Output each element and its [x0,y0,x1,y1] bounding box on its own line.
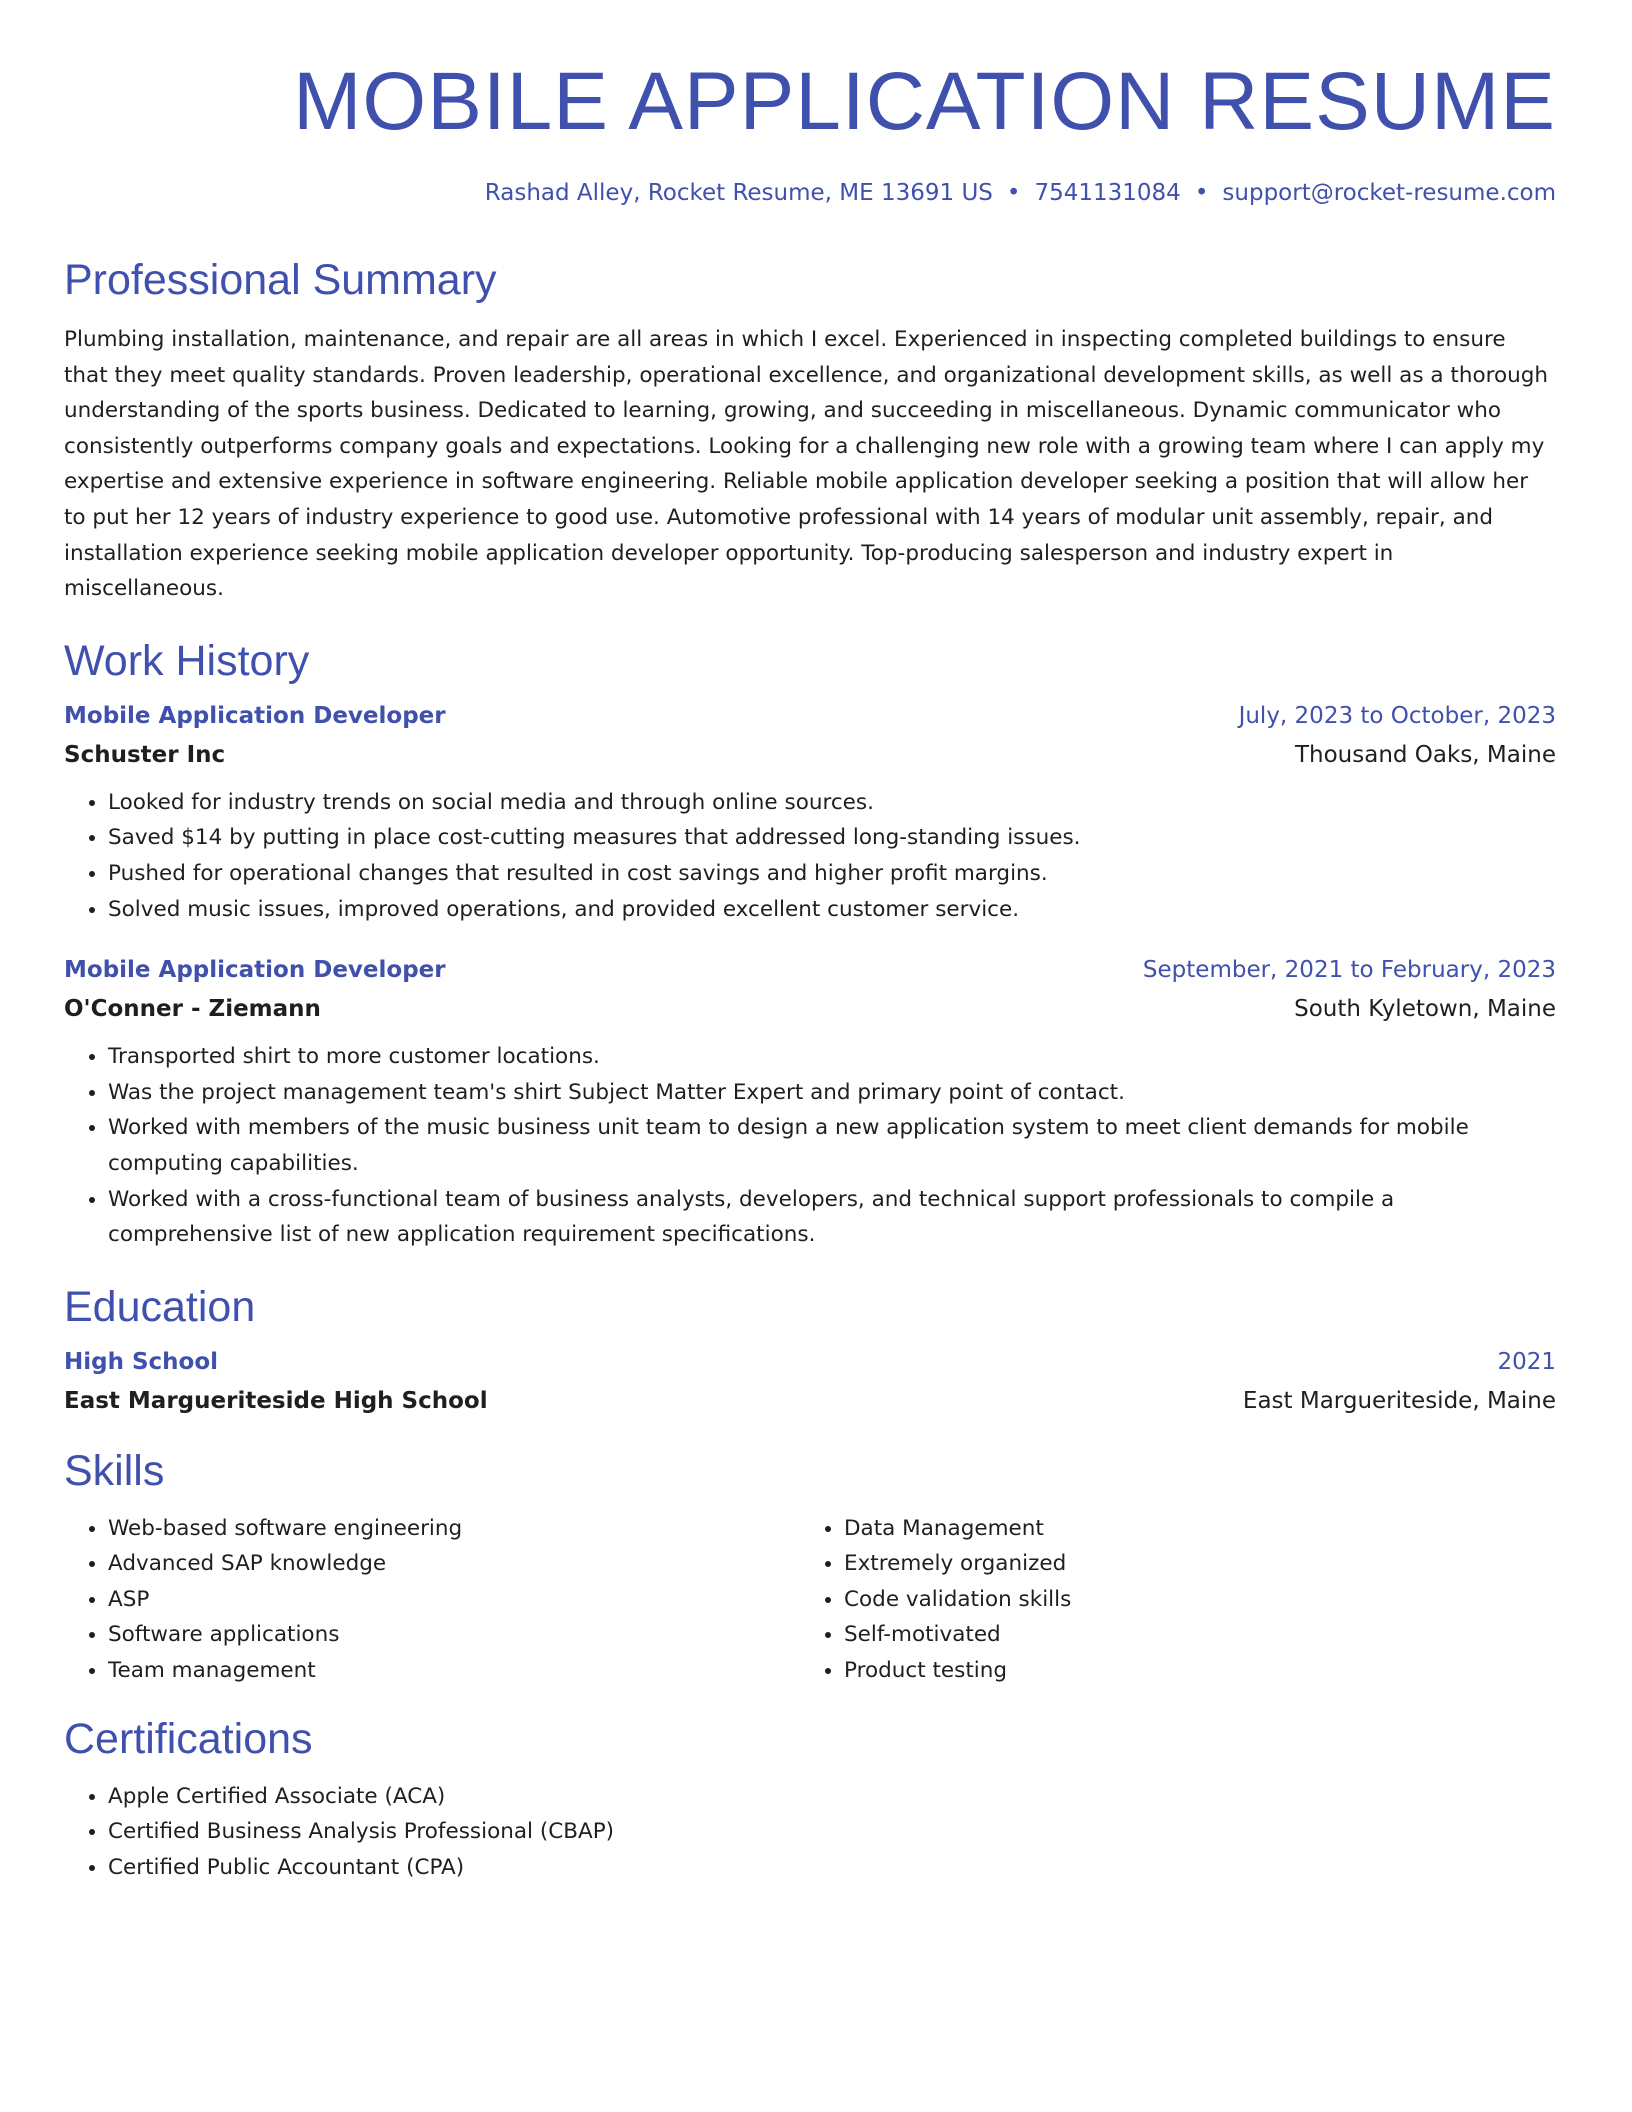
education-degree: High School [64,1348,219,1375]
certifications-section [64,1711,1556,1886]
skill-item: • Team management [108,1653,800,1689]
contact-email: support@rocket-resume.com [1222,180,1556,206]
certification-item: • Certified Public Accountant (CPA) [108,1850,1556,1886]
certification-item: • Apple Certified Associate (ACA) [108,1779,1556,1815]
education-section [64,1279,1556,1421]
skills-section [64,1443,1556,1689]
job-bullet: • Pushed for operational changes that resulted in cost savings and higher profit margins. [108,856,1556,892]
resume-title: MOBILE APPLICATION RESUME [293,56,1556,147]
education-school: East Margueriteside High School [64,1387,488,1414]
certifications-list [64,1779,1556,1886]
contact-separator: • [1194,180,1209,206]
job-bullets [64,1039,1556,1253]
skill-item: • Self-motivated [844,1617,1536,1653]
education-heading: Education [64,1282,256,1331]
job-bullet: • Saved $14 by putting in place cost-cutting measures that addressed long-standing issues. [108,820,1556,856]
skill-item: • Software applications [108,1617,800,1653]
summary-heading: Professional Summary [64,256,497,304]
contact-address: Rashad Alley, Rocket Resume, ME 13691 US [484,180,993,206]
job-header [64,697,1556,735]
job-bullet: • Was the project management team's shirt Subject Matter Expert and primary point of contact. [108,1075,1556,1111]
skills-list-left [64,1511,800,1689]
job-company-row [64,735,1556,775]
education-year: 2021 [1497,1348,1556,1375]
job-header [64,951,1556,989]
contact-separator: • [1006,180,1021,206]
education-entry [64,1343,1556,1421]
skill-item: • ASP [108,1582,800,1618]
skills-heading: Skills [64,1446,165,1495]
skills-list-right [800,1511,1536,1689]
job-company-row [64,989,1556,1029]
job-bullet: • Solved music issues, improved operations, and provided excellent customer service. [108,892,1556,928]
education-school-row [64,1381,1556,1421]
job-company: O'Conner - Ziemann [64,996,321,1023]
contact-phone: 7541131084 [1034,180,1181,206]
job-bullet: • Looked for industry trends on social media and through online sources. [108,785,1556,821]
summary-text: Plumbing installation, maintenance, and repair are all areas in which I excel. Experienced in inspecting completed buildings to ensure that they meet quality standards. Proven leadership, operational excellence, and organizational development skills, as well as a thorough understanding of the sports business. Dedicated to learning, growing, and succeeding in miscellaneous. Dynamic communicator who consistently outperforms company goals and expectations. Looking for a challenging new role with a growing team where I can apply my expertise and extensive experience in software engineering. Reliable mobile application developer seeking a position that will allow her to put her 12 years of industry experience to good use. Automotive professional with 14 years of modular unit assembly, repair, and installation experience seeking mobile application developer opportunity. Top-producing salesperson and industry expert in miscellaneous. [64,327,1549,602]
education-header [64,1343,1556,1381]
skills-grid [64,1511,1556,1689]
certifications-heading: Certifications [64,1714,313,1763]
job-location: Thousand Oaks, Maine [1294,741,1556,768]
work-history-section [64,633,1556,1253]
resume-page [64,52,1556,1885]
job-dates: September, 2021 to February, 2023 [1142,957,1556,984]
education-location: East Margueriteside, Maine [1242,1387,1556,1414]
skill-item: • Product testing [844,1653,1536,1689]
job-entry [64,697,1556,927]
work-history-heading: Work History [64,636,310,685]
certification-item: • Certified Business Analysis Professional (CBAP) [108,1814,1556,1850]
skill-item: • Extremely organized [844,1546,1536,1582]
job-dates: July, 2023 to October, 2023 [1238,702,1556,729]
contact-line [64,176,1556,210]
job-entry [64,951,1556,1253]
job-bullet: • Worked with members of the music business unit team to design a new application system to meet client demands for mobile computing capabilities. [108,1110,1556,1181]
skill-item: • Data Management [844,1511,1536,1547]
job-title: Mobile Application Developer [64,957,446,984]
job-bullets [64,785,1556,927]
skill-item: • Advanced SAP knowledge [108,1546,800,1582]
job-bullet: • Worked with a cross-functional team of business analysts, developers, and technical support professionals to compile a comprehensive list of new application requirement specifications. [108,1182,1556,1253]
job-bullet: • Transported shirt to more customer locations. [108,1039,1556,1075]
summary-section [64,252,1556,607]
skill-item: • Code validation skills [844,1582,1536,1618]
job-title: Mobile Application Developer [64,702,446,729]
job-location: South Kyletown, Maine [1294,996,1556,1023]
skill-item: • Web-based software engineering [108,1511,800,1547]
job-company: Schuster Inc [64,741,226,768]
